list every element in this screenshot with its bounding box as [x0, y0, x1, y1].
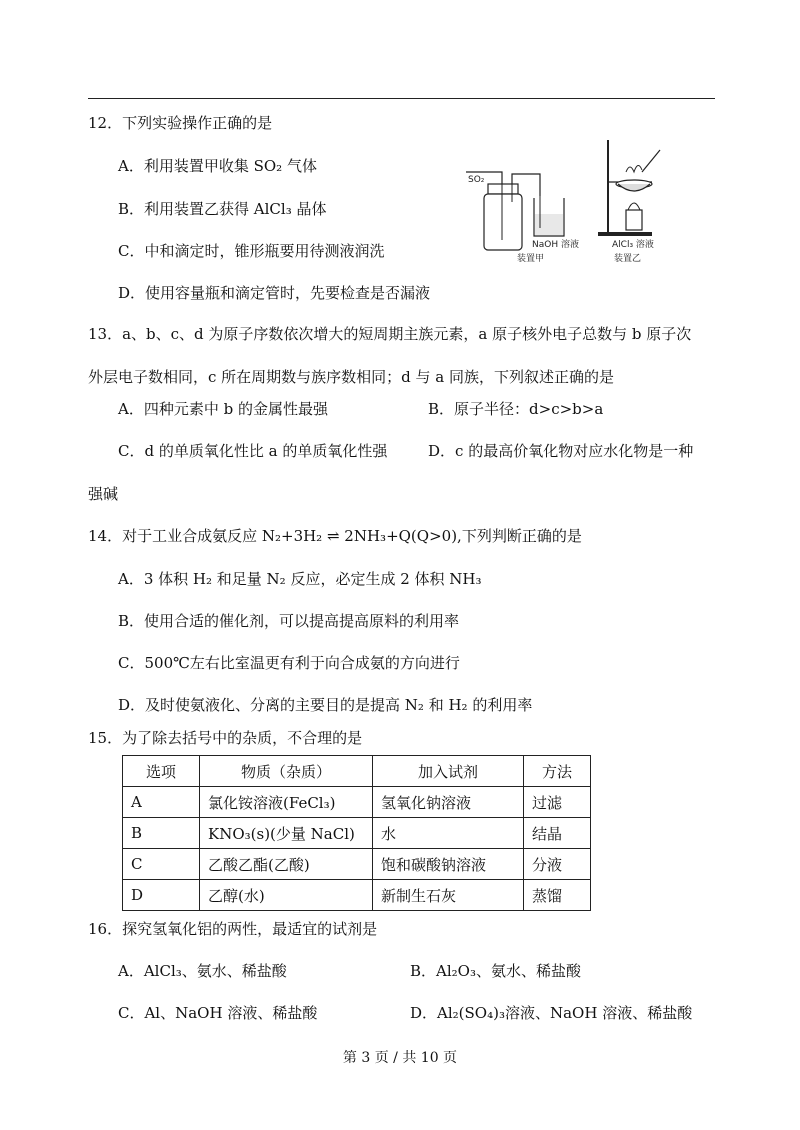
q13-stem-line2: 外层电子数相同，c 所在周期数与族序数相同；d 与 a 同族，下列叙述正确的是 [88, 368, 615, 386]
table-cell: 乙酸乙酯(乙酸) [200, 849, 373, 880]
q12-option-b: B．利用装置乙获得 AlCl₃ 晶体 [118, 200, 327, 218]
header-cell: 选项 [123, 756, 200, 787]
table-cell: 水 [373, 818, 524, 849]
header-cell: 物质（杂质） [200, 756, 373, 787]
gas-label: SO₂ [468, 175, 485, 185]
q14-option-d: D．及时使氨液化、分离的主要目的是提高 N₂ 和 H₂ 的利用率 [118, 696, 533, 714]
table-cell: 饱和碳酸钠溶液 [373, 849, 524, 880]
alcl3-label: AlCl₃ 溶液 [612, 240, 654, 250]
q12-option-a: A．利用装置甲收集 SO₂ 气体 [118, 157, 317, 175]
q13-option-d: D．c 的最高价氧化物对应水化物是一种 [428, 442, 694, 460]
q16-option-d: D．Al₂(SO₄)₃溶液、NaOH 溶液、稀盐酸 [410, 1004, 693, 1022]
table-cell: 氯化铵溶液(FeCl₃) [200, 787, 373, 818]
header-rule [88, 98, 715, 99]
naoh-label: NaOH 溶液 [532, 240, 579, 250]
q13-option-a: A．四种元素中 b 的金属性最强 [118, 400, 328, 418]
apparatus-b-caption: 装置乙 [614, 254, 642, 264]
q12-option-c: C．中和滴定时，锥形瓶要用待测液润洗 [118, 242, 385, 260]
table-cell: 过滤 [524, 787, 591, 818]
q16-option-a: A．AlCl₃、氨水、稀盐酸 [118, 962, 287, 980]
q16-option-c: C．Al、NaOH 溶液、稀盐酸 [118, 1004, 318, 1022]
table-cell: C [123, 849, 200, 880]
naoh-beaker [532, 196, 579, 250]
header-cell: 加入试剂 [373, 756, 524, 787]
q12-option-d: D．使用容量瓶和滴定管时，先要检查是否漏液 [118, 284, 431, 302]
table-cell: 蒸馏 [524, 880, 591, 911]
table-cell: A [123, 787, 200, 818]
table-cell: KNO₃(s)(少量 NaCl) [200, 818, 373, 849]
table-row [123, 880, 591, 911]
table-header-row [123, 756, 591, 787]
table-cell: 新制生石灰 [373, 880, 524, 911]
q15-table [122, 755, 591, 911]
evaporation-stand [598, 140, 660, 250]
q13-option-c: C．d 的单质氧化性比 a 的单质氧化性强 [118, 442, 388, 460]
q14-option-c: C．500℃左右比室温更有利于向合成氨的方向进行 [118, 654, 460, 672]
q13-stem-line1: 13．a、b、c、d 为原子序数依次增大的短周期主族元素，a 原子核外电子总数与 b 原子次 [88, 325, 692, 343]
q13-option-d-continued: 强碱 [88, 485, 119, 503]
q15-stem: 15．为了除去括号中的杂质，不合理的是 [88, 729, 363, 747]
q14-option-a: A．3 体积 H₂ 和足量 N₂ 反应，必定生成 2 体积 NH₃ [118, 570, 482, 588]
q16-stem: 16．探究氢氧化铝的两性，最适宜的试剂是 [88, 920, 378, 938]
table-cell: 乙醇(水) [200, 880, 373, 911]
q16-option-b: B．Al₂O₃、氨水、稀盐酸 [410, 962, 581, 980]
q13-option-b: B．原子半径：d>c>b>a [428, 400, 604, 418]
table-cell: 氢氧化钠溶液 [373, 787, 524, 818]
q14-option-b: B．使用合适的催化剂，可以提高提高原料的利用率 [118, 612, 460, 630]
page-footer: 第 3 页 / 共 10 页 [342, 1050, 458, 1066]
table-row [123, 849, 591, 880]
table-cell: B [123, 818, 200, 849]
gas-collection-bottle [466, 172, 540, 250]
q12-stem: 12．下列实验操作正确的是 [88, 114, 273, 132]
table-cell: 结晶 [524, 818, 591, 849]
q12-apparatus-diagram [462, 136, 712, 266]
table-row [123, 818, 591, 849]
table-cell: D [123, 880, 200, 911]
table-row [123, 787, 591, 818]
q14-stem: 14．对于工业合成氨反应 N₂+3H₂ ⇌ 2NH₃+Q(Q>0),下列判断正确的是 [88, 527, 582, 545]
table-cell: 分液 [524, 849, 591, 880]
header-cell: 方法 [524, 756, 591, 787]
apparatus-a-caption: 装置甲 [517, 254, 545, 264]
